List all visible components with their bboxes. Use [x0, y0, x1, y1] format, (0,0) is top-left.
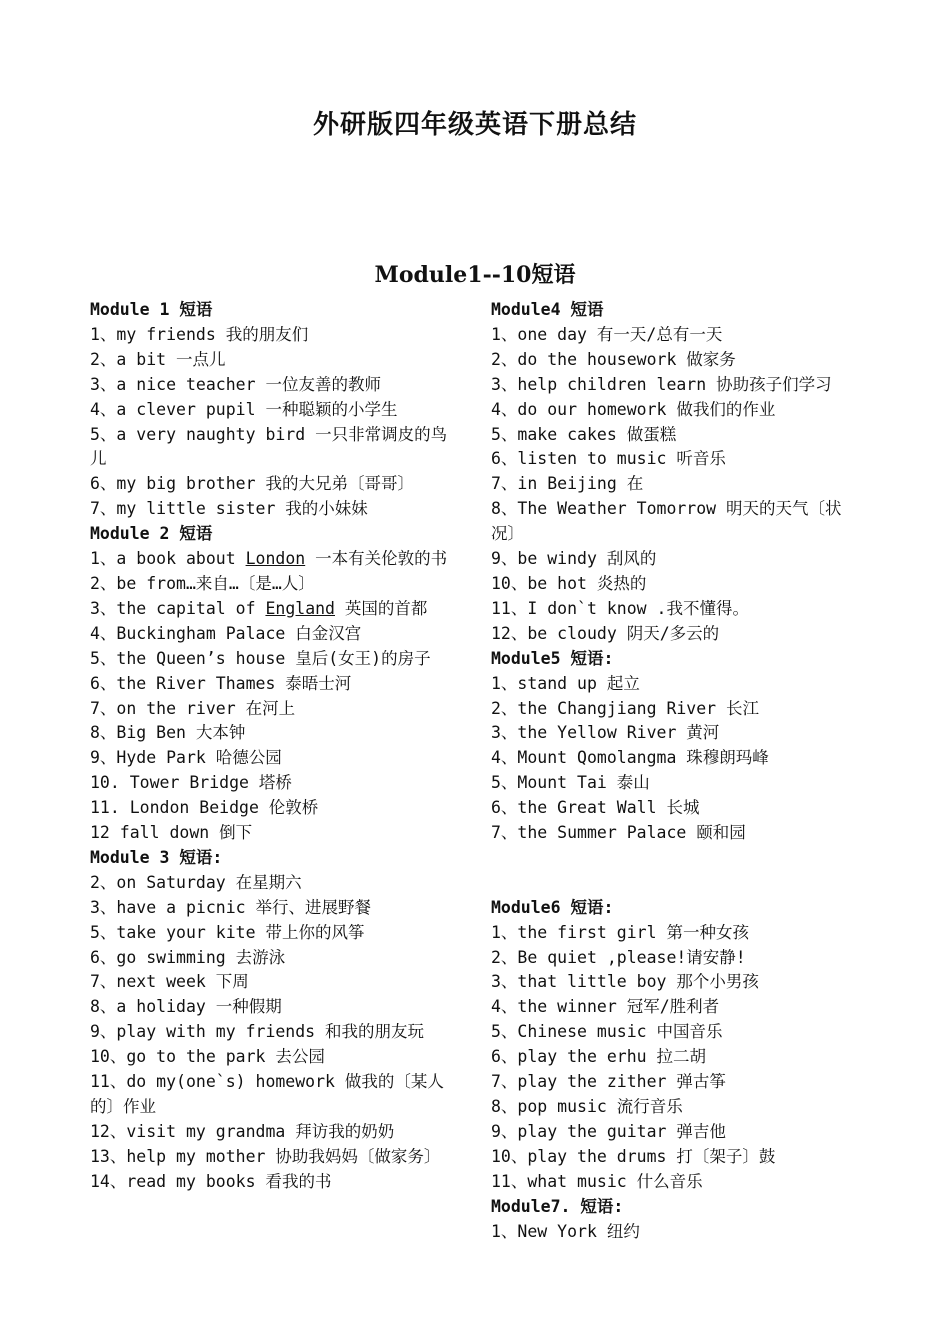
- phrase-item: 3、a nice teacher 一位友善的教师: [90, 374, 381, 394]
- phrase-item: 8、The Weather Tomorrow 明天的天气〔状况〕: [491, 499, 842, 544]
- phrase-item: 4、a clever pupil 一种聪颖的小学生: [90, 399, 398, 419]
- spacer: [491, 846, 863, 896]
- phrase-item: 4、do our homework 做我们的作业: [491, 399, 776, 419]
- phrase-item: 8、a holiday 一种假期: [90, 997, 282, 1017]
- module-5-heading: Module5 短语:: [491, 648, 614, 668]
- right-column: [491, 298, 863, 1244]
- section-subtitle: Module1--10短语: [374, 262, 576, 288]
- phrase-item: [90, 547, 462, 572]
- phrase-item: 6、my big brother 我的大兄弟〔哥哥〕: [90, 474, 414, 494]
- phrase-item: 5、Chinese music 中国音乐: [491, 1022, 723, 1042]
- phrase-item: 8、pop music 流行音乐: [491, 1096, 683, 1116]
- phrase-item: 9、play the guitar 弹吉他: [491, 1121, 726, 1141]
- phrase-text: 3、the capital of: [90, 598, 266, 618]
- phrase-item: 3、have a picnic 举行、进展野餐: [90, 897, 372, 917]
- module-6-heading: Module6 短语:: [491, 897, 614, 917]
- phrase-item: 6、play the erhu 拉二胡: [491, 1047, 707, 1067]
- phrase-item: 7、my little sister 我的小妹妹: [90, 499, 368, 519]
- module-7-heading: Module7. 短语:: [491, 1196, 624, 1216]
- phrase-item: 11、I don`t know .我不懂得。: [491, 598, 749, 618]
- phrase-item: 1、the first girl 第一种女孩: [491, 922, 749, 942]
- phrase-item: 7、on the river 在河上: [90, 698, 296, 718]
- phrase-item: 2、do the housework 做家务: [491, 349, 736, 369]
- phrase-item: 12 fall down 倒下: [90, 823, 253, 843]
- phrase-item: 4、the winner 冠军/胜利者: [491, 997, 720, 1017]
- module-4-heading: Module4 短语: [491, 300, 604, 319]
- phrase-item: 9、Hyde Park 哈德公园: [90, 748, 282, 768]
- phrase-item: 6、the River Thames 泰晤士河: [90, 673, 352, 693]
- phrase-item: 4、Buckingham Palace 白金汉宫: [90, 623, 362, 643]
- phrase-item: 1、my friends 我的朋友们: [90, 324, 309, 344]
- phrase-item: 6、the Great Wall 长城: [491, 798, 700, 818]
- module-2-heading: Module 2 短语: [90, 524, 213, 544]
- phrase-item: [90, 597, 462, 622]
- phrase-item: 1、stand up 起立: [491, 673, 640, 693]
- phrase-item: 3、help children learn 协助孩子们学习: [491, 374, 832, 394]
- phrase-item: 4、Mount Qomolangma 珠穆朗玛峰: [491, 748, 769, 768]
- phrase-item: 3、that little boy 那个小男孩: [491, 972, 759, 992]
- underlined-word: London: [245, 549, 306, 569]
- phrase-item: 7、the Summer Palace 颐和园: [491, 823, 746, 843]
- phrase-text: 英国的首都: [335, 598, 428, 618]
- module-1-heading: Module 1 短语: [90, 300, 213, 319]
- phrase-item: 10、be hot 炎热的: [491, 573, 647, 593]
- phrase-item: 11、do my(one`s) homework 做我的〔某人的〕作业: [90, 1072, 444, 1116]
- phrase-item: 1、New York 纽约: [491, 1221, 640, 1241]
- phrase-item: 3、the Yellow River 黄河: [491, 723, 720, 743]
- phrase-item: 7、next week 下周: [90, 972, 249, 992]
- phrase-item: 6、listen to music 听音乐: [491, 449, 726, 469]
- phrase-item: 13、help my mother 协助我妈妈〔做家务〕: [90, 1146, 441, 1166]
- phrase-item: 7、in Beijing 在: [491, 474, 644, 494]
- phrase-item: 7、play the zither 弹古筝: [491, 1072, 726, 1092]
- phrase-item: 10、play the drums 打〔架子〕鼓: [491, 1146, 776, 1166]
- phrase-item: 5、the Queen’s house 皇后(女王)的房子: [90, 648, 431, 668]
- phrase-item: 11、what music 什么音乐: [491, 1171, 703, 1191]
- phrase-item: 2、Be quiet ,please!请安静!: [491, 947, 746, 967]
- phrase-item: 12、be cloudy 阴天/多云的: [491, 623, 720, 643]
- module-3-heading: Module 3 短语:: [90, 847, 223, 867]
- phrase-text: 一本有关伦敦的书: [305, 549, 448, 569]
- phrase-item: 1、one day 有一天/总有一天: [491, 324, 723, 344]
- phrase-item: 6、go swimming 去游泳: [90, 947, 286, 967]
- phrase-item: 10. Tower Bridge 塔桥: [90, 773, 292, 793]
- phrase-item: 2、be from…来自…〔是…人〕: [90, 573, 315, 593]
- phrase-item: 5、take your kite 带上你的风筝: [90, 922, 365, 942]
- underlined-word: England: [265, 598, 335, 618]
- phrase-item: 2、on Saturday 在星期六: [90, 872, 302, 892]
- phrase-item: 2、a bit 一点儿: [90, 349, 226, 369]
- phrase-item: 11. London Beidge 伦敦桥: [90, 798, 319, 818]
- phrase-text: 1、a book about: [90, 549, 246, 569]
- document-title: 外研版四年级英语下册总结: [312, 110, 637, 140]
- phrase-item: 5、Mount Tai 泰山: [491, 773, 650, 793]
- phrase-item: 5、a very naughty bird 一只非常调皮的鸟儿: [90, 424, 448, 469]
- phrase-item: 14、read my books 看我的书: [90, 1171, 332, 1191]
- phrase-item: 12、visit my grandma 拜访我的奶奶: [90, 1121, 395, 1141]
- phrase-item: 9、be windy 刮风的: [491, 549, 657, 569]
- phrase-item: 2、the Changjiang River 长江: [491, 698, 760, 718]
- left-column: [90, 298, 462, 1195]
- phrase-item: 5、make cakes 做蛋糕: [491, 424, 677, 444]
- phrase-item: 10、go to the park 去公园: [90, 1047, 325, 1067]
- phrase-item: 8、Big Ben 大本钟: [90, 723, 246, 743]
- phrase-item: 9、play with my friends 和我的朋友玩: [90, 1022, 425, 1042]
